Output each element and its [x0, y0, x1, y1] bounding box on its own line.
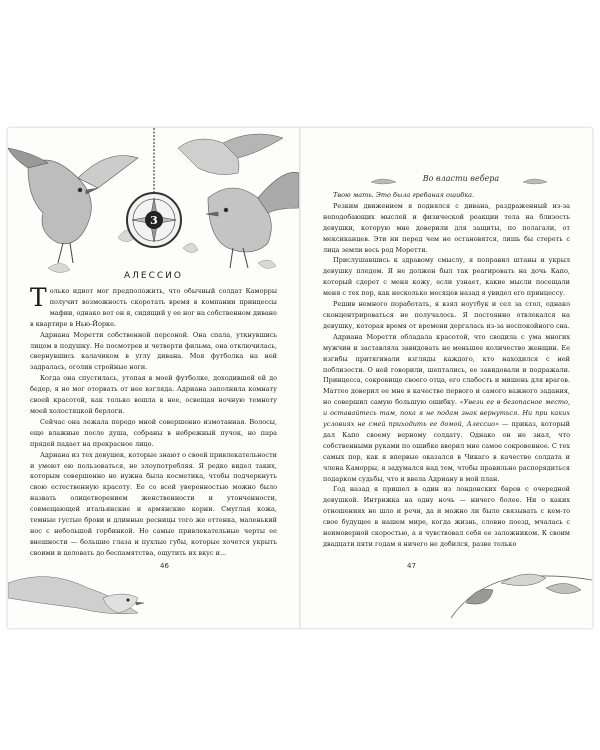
- top-bird-icon: [178, 134, 283, 175]
- left-page: [8, 128, 299, 628]
- paragraph: Когда она спустилась, утопая в моей футболке, доходившей ей до бедер, я не мог оторвать от нее взгляда. Адриана заполнила комнату своей красотой, как только вошла в нее, освещая ночную темноту моей холостяцкой берлоги.: [30, 374, 277, 415]
- bird-icon: [8, 577, 144, 614]
- paragraph: Решив немного поработать, я взял ноутбук и сел за стол, однако сконцентрироваться не получалось. Я постоянно отвлекался на девушку, которая время от времени дергалась из-за неспокойного сна.: [323, 300, 570, 330]
- compass-icon: [127, 193, 181, 247]
- footer-flower-illustration: [301, 558, 592, 628]
- paragraph: Твою мать. Это была гребаная ошибка.: [333, 191, 475, 199]
- paragraph-text: — приказ, который дал Капо своему верному солдату. Однако он не знал, что собственными руками по ошибке вверил мне самое сокровенное. С тех самых пор, как я впервые оказался в Чикаго в качестве солдата и члена Каморры, я задумался над тем, чтобы правильно распорядиться подарком судьбы, что и ввела Адриану в мой план.: [323, 420, 570, 483]
- footer-bird-illustration: [8, 558, 299, 628]
- chapter-title: АЛЕССИО: [124, 271, 183, 281]
- page-number: 47: [407, 562, 416, 570]
- paragraph: Прислушавшись к здравому смыслу, я поправил штаны и укрыл девушку пледом. Я не должен был так реагировать на дочь Капо, который сдерет с меня кожу, если узнает, какие мысли посещали меня с тех пор, как несколько месяцев назад я увидел его принцессу.: [323, 256, 570, 298]
- running-head-title: Во власти вебера: [422, 174, 500, 183]
- page-number: 46: [160, 562, 169, 570]
- paragraph: Резким движением я поднялся с дивана, раздраженный из-за неподобающих мыслей и физической реакции тела на близость девушки, которую мне доверили для защиты, по полагали, от мексиканцев. Эти ни перед чем не остановятся, лишь бы стереть с лица земли весь род Моретти.: [323, 201, 570, 254]
- right-body-text: [323, 190, 570, 550]
- paragraph-text: олько идиот мог предположить, что обычный солдат Каморры получит возможность скоротать время в компании принцессы мафии, однако вот он я, сидящий у ее ног на собственном диване в квартире в Нью-Йорке.: [30, 287, 277, 328]
- left-bird-icon: [8, 148, 138, 263]
- book-spread: [8, 128, 592, 628]
- right-bird-icon: [206, 172, 299, 268]
- flower-icon: [451, 574, 592, 618]
- drop-cap: Т: [30, 283, 47, 312]
- chapter-illustration: [8, 128, 299, 278]
- paragraph: Год назад я пришел в один из лондонских баров с очередной девушкой. Интрижка на одну ночь — ничего более. Ни о каких отношениях не шло и речи, да и можно ли было связывать с кем-то свое будущее в нашем мире, когда жизнь, словно поезд, мчалась с неимоверной скоростью, а я чувствовал себя ее заложником. К своим двадцати пяти годам я ничего не добился, разве только: [323, 485, 570, 548]
- paragraph: [30, 283, 277, 330]
- paragraph-text: Адриана Моретти обладала красотой, что сводила с ума многих мужчин и заставляла завидовать не меньшее количество женщин. Ее изгибы притягивали взгляды каждого, кто находился с ней поблизости. О ней говорили, шептались, ее завидовали и подражали. Принцесса, сокровище своего отца, его слабость и мишень для врагов. Маттео доверил ее мне в качестве первого и самого важного задания, но совершил самую большую ошибку.: [323, 332, 570, 407]
- paragraph: Адриана из тех девушек, которые знают о своей привлекательности и умеют ею пользоваться, не злоупотребляя. Я редко видел таких, которым совершенно не нужна была косметика, чтобы подчеркнуть свою естественную красоту. Ее со всей уверенностью можно было назвать олицетворением женственности и утонченности, совмещающей итальянские и армянские корни. Смуглая кожа, темные густые брови и длинные ресницы того же оттенка, маленький нос с небольшой горбинкой. Но самые привлекательные черты ее внешности — большие глаза и пухлые губы, которые хочется укрыть своими и целовать до беспамятства, ощутить их вкус и...: [30, 450, 277, 557]
- quote-text: «Увези ее в безопасное место, и оставайтесь там, пока я не подам знак вернуться. Ни при каких условиях не смей приходить ее домой, Алессио»: [323, 398, 570, 429]
- chapter-number: 3: [150, 214, 158, 227]
- right-page: [301, 128, 592, 628]
- paragraph: Сейчас она лежала передо мной совершенно измотанная. Волосы, еще влажные после душа, собраны в небрежный пучок, но пара прядей падает на прекрасное лицо.: [30, 417, 277, 448]
- left-body-text: [30, 283, 277, 559]
- paragraph: Адриана Моретти собственной персоной. Она спала, уткнувшись лицом в подушку. Не посмотрев и четверти фильма, она отключилась, свернувшись калачиком в углу дивана. Моя футболка на ней задралась, оголив стройные ноги.: [30, 330, 277, 372]
- paragraph: [323, 332, 570, 485]
